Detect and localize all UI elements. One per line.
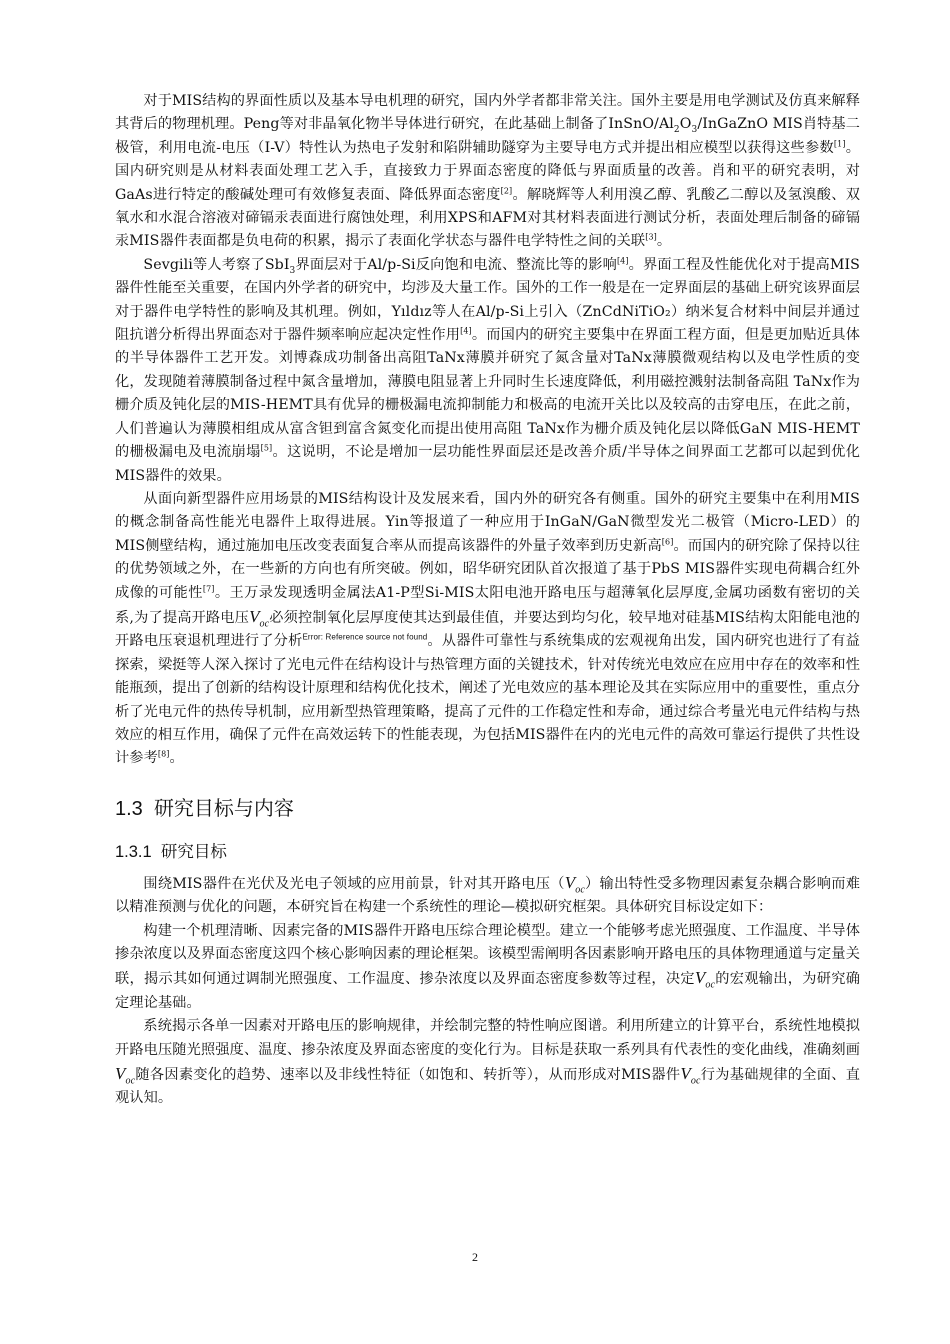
- text-run: 构建一个机理清晰、因素完备的MIS器件开路电压综合理论模型。建立一个能够考虑光照强度、工作温度、半导体掺杂浓度以及界面态密度这四个核心影响因素的理论框架。该模型需阐明各因素影响开路电压的具体物理通道与定量关联，揭示其如何通过调制光照强度、工作温度、掺杂浓度以及界面态密度参数等过程，决定: [115, 922, 860, 988]
- text-run: 从面向新型器件应用场景的MIS结构设计及发展来看，国内外的研究各有侧重。国外的研究主要集中在利用MIS的概念制备高性能光电器件上取得进展。Yin等报道了一种应用于InGaN/GaN微型发光二极管（Micro-LED）的MIS侧壁结构，通过施加电压改变表面复合率从而提高该器件的外量子效率到历史新高: [115, 490, 860, 554]
- voc-sub: oc: [575, 884, 585, 896]
- voc-sub: oc: [690, 1075, 701, 1087]
- text-run: 。界面工程及性能优化对于提高MIS器件性能至关重要，在国内外学者的研究中，均涉及大量工作。国外的工作一般是在一定界面层的基础上研究该界面层对于器件电学特性的影响及其机理。例如，Yıldız等人在Al/p-Si上引入（ZnCdNiTiO₂）纳米复合材料中间层并通过阻抗谱分析得出界面态对于器件频率响应起决定性作用: [115, 256, 860, 344]
- paragraph-new-devices: [115, 488, 860, 771]
- text-run: 对于MIS结构的界面性质以及基本导电机理的研究，国内外学者都非常关注。国外主要是用电学测试及仿真来解释其背后的物理机理。Peng等对非晶氧化物半导体进行研究，在此基础上制备了InSnO/Al: [115, 93, 860, 133]
- citation-ref[interactable]: [4]: [616, 256, 629, 266]
- citation-ref[interactable]: [2]: [500, 185, 513, 195]
- paragraph-interface-mechanism: [115, 90, 860, 254]
- text-run: 的宏观输出，为研究确定理论基础。: [115, 971, 860, 1011]
- page-body: [115, 90, 860, 1111]
- subscript: 3: [289, 265, 296, 276]
- text-run: ）输出特性受多物理因素复杂耦合影响而难以精准预测与优化的问题，本研究旨在构建一个系统性的理论—模拟研究框架。具体研究目标设定如下：: [115, 875, 860, 916]
- paragraph-goal-factors: [115, 1015, 860, 1111]
- voc-symbol: [249, 606, 270, 630]
- text-run: 。解晓辉等人利用溴乙醇、乳酸乙二醇以及氢溴酸、双氧水和水混合溶液对碲镉汞表面进行腐蚀处理，利用XPS和AFM对其材料表面进行测试分析，表面处理后制备的碲镉汞MIS器件表面都是负电荷的积累，揭示了表面化学状态与器件电学特性之间的关联: [115, 186, 860, 250]
- voc-main: V: [694, 968, 706, 988]
- voc-sub: oc: [705, 979, 716, 991]
- citation-ref[interactable]: [8]: [157, 749, 170, 759]
- text-run: 必须控制氧化层厚度使其达到最佳值，并要达到均匀化，较早地对硅基MIS结构太阳能电池的开路电压衰退机理进行了分析: [115, 609, 860, 650]
- paragraph-goal-model: [115, 920, 860, 1016]
- citation-ref[interactable]: [7]: [202, 583, 215, 593]
- voc-symbol: [564, 872, 585, 896]
- text-run: 围绕MIS器件在光伏及光电子领域的应用前景，针对其开路电压（: [143, 875, 565, 892]
- voc-symbol: [680, 1064, 701, 1087]
- subscript: 2: [673, 125, 680, 136]
- text-run: 。: [656, 233, 672, 250]
- section-heading: [115, 793, 860, 825]
- text-run: 系统揭示各单一因素对开路电压的影响规律，并绘制完整的特性响应图谱。利用所建立的计算平台，系统性地模拟开路电压随光照强度、温度、掺杂浓度及界面态密度的变化行为。目标是获取一系列具有代表性的变化曲线，准确刻画: [115, 1018, 860, 1058]
- text-run: 行为基础规律的全面、直观认知。: [115, 1067, 860, 1107]
- page-number: 2: [472, 1250, 478, 1264]
- text-run: 。: [169, 750, 184, 767]
- subsection-title: 研究目标: [160, 842, 227, 861]
- citation-ref[interactable]: [4]: [460, 326, 472, 336]
- citation-ref[interactable]: [1]: [833, 139, 846, 149]
- text-run: /InGaZnO MIS肖特基二极管，利用电流-电压（I-V）特性认为热电子发射和陷阱辅助隧穿为主要导电方式并提出相应模型以获得这些参数: [115, 116, 860, 156]
- text-run: 。而国内的研究主要集中在界面工程方面，但是更加贴近具体的半导体器件工艺开发。刘博森成功制备出高阻TaNx薄膜并研究了氮含量对TaNx薄膜微观结构以及电学性质的变化，发现随着薄膜制备过程中氮含量增加，薄膜电阻显著上升同时生长速度降低，利用磁控溅射法制备高阻 TaNx作为栅介质及钝化层的MIS-HEMT具有优异的栅极漏电流抑制能力和极高的电流开关比以及较高的击穿电压，在此之前，人们普遍认为薄膜相组成从富含钽到富含氮变化而提出使用高阻 TaNx作为栅介质及钝化层以降低GaN MIS-HEMT的栅极漏电及电流崩塌: [115, 327, 860, 461]
- paragraph-research-goal-intro: [115, 871, 860, 920]
- voc-main: V: [249, 606, 260, 626]
- voc-main: V: [564, 872, 576, 892]
- text-run: 。从器件可靠性与系统集成的宏观视角出发，国内研究也进行了有益探索，梁挺等人深入探讨了光电元件在结构设计与热管理方面的关键技术，针对传统光电效应在应用中存在的效率和性能瓶颈，提出了创新的结构设计原理和结构优化技术，阐述了光电效应的基本理论及其在实际应用中的重要性，重点分析了光电元件的热传导机制，应用新型热管理策略，提高了元件的工作稳定性和寿命，通过综合考量光电元件结构与热效应的相互作用，确保了元件在高效运转下的性能表现，为包括MIS器件在内的光电元件的高效可靠运行提供了共性设计参考: [115, 633, 860, 767]
- subscript: 3: [691, 125, 698, 136]
- section-title: 研究目标与内容: [153, 797, 294, 820]
- voc-sub: oc: [125, 1075, 136, 1087]
- subsection-heading: [115, 839, 860, 865]
- paragraph-interface-engineering: [115, 254, 860, 488]
- citation-ref[interactable]: [6]: [661, 536, 674, 546]
- text-run: 界面层对于Al/p-Si反向饱和电流、整流比等的影响: [295, 256, 617, 273]
- voc-symbol: [115, 1064, 136, 1087]
- reference-error: Error: Reference source not found: [302, 632, 428, 642]
- subsection-number: 1.3.1: [115, 842, 152, 861]
- citation-ref[interactable]: [3]: [645, 232, 657, 242]
- citation-ref[interactable]: [5]: [260, 443, 273, 453]
- text-run: 。王万录发现透明金属法A1-P型Si-MIS太阳电池开路电压与超薄氧化层厚度,金属功函数有密切的关系,为了提高开路电压: [115, 584, 860, 626]
- text-run: 随各因素变化的趋势、速率以及非线性特征（如饱和、转折等），从而形成对MIS器件: [135, 1067, 681, 1084]
- section-number: 1.3: [115, 797, 143, 820]
- text-run: 。这说明，不论是增加一层功能性界面层还是改善介质/半导体之间界面工艺都可以起到优化MIS器件的效果。: [115, 444, 860, 484]
- voc-main: V: [115, 1064, 126, 1084]
- text-run: 。而国内的研究除了保持以往的优势领域之外，在一些新的方向也有所突破。例如，昭华研究团队首次报道了基于PbS MIS器件实现电荷耦合红外成像的可能性: [115, 537, 860, 601]
- voc-sub: oc: [259, 618, 270, 630]
- text-run: 。国内研究则是从材料表面处理工艺入手，直接致力于界面态密度的降低与界面质量的改善。肖和平的研究表明，对GaAs进行特定的酸碱处理可有效修复表面、降低界面态密度: [115, 139, 861, 203]
- text-run: O: [679, 116, 692, 133]
- text-run: Sevgili等人考察了SbI: [143, 256, 290, 273]
- voc-symbol: [694, 968, 716, 991]
- voc-main: V: [680, 1064, 691, 1084]
